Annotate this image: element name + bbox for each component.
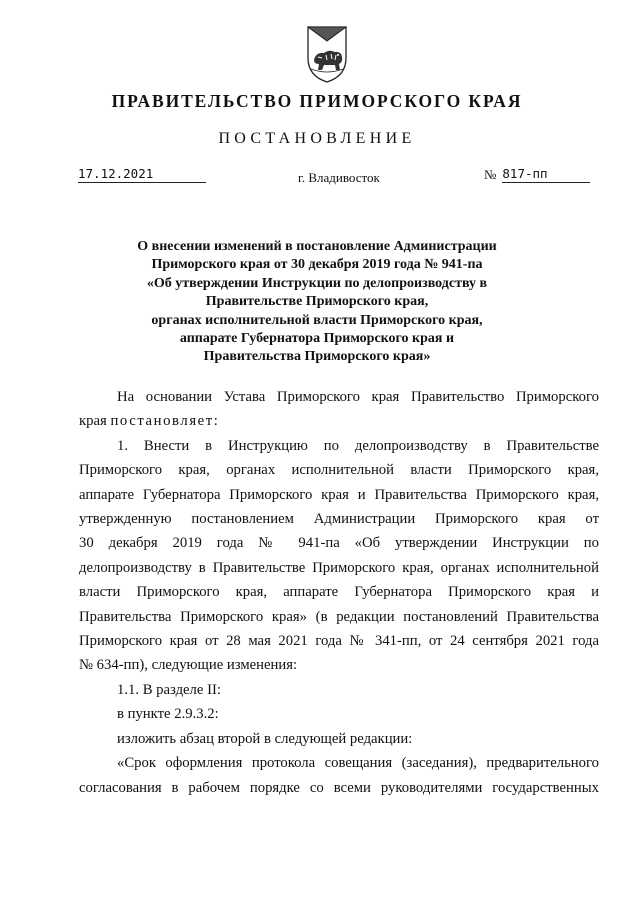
- body-line: аппарате Губернатора Приморского края и Правительства Приморского края,: [79, 486, 599, 503]
- body-line: Правительства Приморского края» (в редакции постановлений Правительства: [79, 608, 599, 625]
- subject-line: Правительстве Приморского края,: [205, 294, 429, 310]
- body-line: 1. Внести в Инструкцию по делопроизводству в Правительстве: [117, 437, 599, 454]
- body-line: 1.1. В разделе II:: [117, 681, 221, 698]
- subject-line: Правительства Приморского края»: [203, 349, 431, 365]
- body-line: в пункте 2.9.3.2:: [117, 706, 219, 723]
- document-body: [79, 385, 599, 800]
- document-subject: [100, 238, 534, 367]
- document-number: 817-пп: [502, 166, 590, 183]
- coat-of-arms-emblem: [302, 24, 352, 84]
- organization-title: ПРАВИТЕЛЬСТВО ПРИМОРСКОГО КРАЯ: [111, 91, 523, 111]
- body-text: края: [79, 413, 111, 430]
- body-line: согласования в рабочем порядке со всеми руководителями государственных: [79, 779, 599, 796]
- document-date: 17.12.2021: [78, 166, 206, 183]
- body-line: делопроизводству в Правительстве Приморского края, органах исполнительной: [79, 559, 599, 576]
- subject-line: О внесении изменений в постановление Администрации: [137, 239, 497, 254]
- body-line: власти Приморского края, аппарате Губернатора Приморского края и: [79, 584, 599, 601]
- subject-line: «Об утверждении Инструкции по делопроизводству в: [146, 275, 488, 291]
- document-number-field: [484, 166, 590, 183]
- document-type: ПОСТАНОВЛЕНИЕ: [218, 130, 416, 147]
- body-line: [79, 409, 599, 433]
- body-line: «Срок оформления протокола совещания (заседания), предварительного: [117, 755, 599, 772]
- body-line: № 634-пп), следующие изменения:: [79, 657, 298, 674]
- number-sign: №: [484, 167, 497, 182]
- body-line: 30 декабря 2019 года № 941-па «Об утверждении Инструкции по: [79, 535, 599, 552]
- body-line: Приморского края, органах исполнительной власти Приморского края,: [79, 462, 599, 479]
- body-line: На основании Устава Приморского края Правительство Приморского: [117, 389, 599, 405]
- subject-line: органах исполнительной власти Приморского края,: [151, 312, 483, 328]
- resolution-verb: постановляет:: [110, 413, 220, 430]
- body-line: изложить абзац второй в следующей редакции:: [117, 730, 413, 747]
- document-city: г. Владивосток: [298, 170, 380, 185]
- body-line: Приморского края от 28 мая 2021 года № 341-пп, от 24 сентября 2021 года: [79, 633, 599, 650]
- subject-line: аппарате Губернатора Приморского края и: [179, 331, 455, 347]
- subject-line: Приморского края от 30 декабря 2019 года № 941-па: [151, 257, 483, 273]
- body-line: утвержденную постановлением Администрации Приморского края от: [79, 511, 599, 528]
